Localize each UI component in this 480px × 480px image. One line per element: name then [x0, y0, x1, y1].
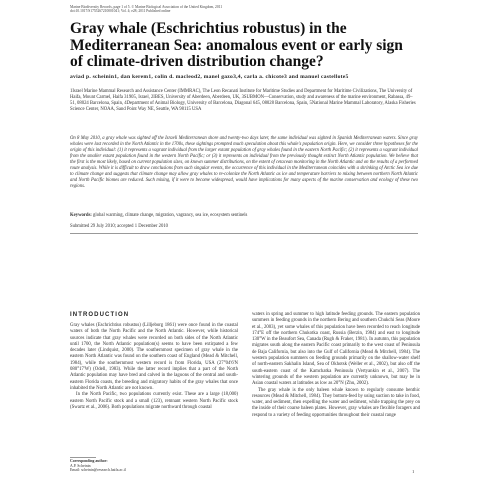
abstract: On 8 May 2010, a gray whale was sighted off the Israeli Mediterranean shore and twenty-two days later, the same individual was sighted in Spanish Mediterranean waters. Since gray whales were last recorded in the North Atlantic in the 1700s, these sightings prompted much speculation about this whale's population origin. Here, we consider three hypotheses for the origin of this individual: (1) it represents a vagrant individual from the larger extant population of gray whales found in the eastern North Pacific; (2) it represents a vagrant individual from the smaller extant population found in the western North Pacific; or (3) it represents an individual from the previously thought extinct North Atlantic population. We believe that the first is the most likely, based on current population sizes, on known summer distributions, on the extent of cetacean monitoring in the North Atlantic and on the results of a performed route analysis. While it is difficult to draw conclusions from such singular events, the occurrence of this individual in the Mediterranean coincides with a shrinking of Arctic Sea ice due to climate change and suggests that climate change may allow gray whales to re-colonize the North Atlantic as ice and temperature barriers to mixing between northern North Atlantic and North Pacific biomes are reduced. Such mixing, if it were to become widespread, would have implications for many aspects of the marine conservation and ecology of these two regions.: [70, 136, 418, 189]
corresponding-author-label: Corresponding author:: [70, 459, 108, 463]
journal-header-line-2: doi:10.1017/S1755267210001041; Vol. 4; e28; 2011 Published online: [70, 9, 171, 14]
journal-header: [70, 5, 390, 14]
page-number: 1: [412, 469, 415, 474]
body-column-left: [70, 323, 238, 411]
corresponding-author-email: Email: scheinin@research.haifa.ac.il: [70, 468, 126, 473]
corresponding-author: [70, 459, 230, 473]
body-paragraph: Gray whales (Eschrichtius robustus) (Lilljeborg 1861) were once found in the coastal waters of both the North Pacific and the North Atlantic. However, while historical sources indicate that gray whales were recorded on both sides of the North Atlantic until 1700, the North Atlantic population(s) seems to have been extirpated a few decades later (Lindquist, 2000). The southernmost specimen of gray whale in the eastern North Atlantic was found on the southern coast of England (Mead & Mitchell, 1984), while the southernmost western record is from Florida, USA (27°04'6'N 080°17'W) (Odell, 1983). While the latter record implies that a part of the North Atlantic population may have bred and calved in the lagoons of the central and south-eastern Florida coasts, the breeding and migratory habits of the gray whales that once inhabited the North Atlantic are not known.: [70, 323, 238, 391]
journal-header-line-1: Marine Biodiversity Records, page 1 of 5. © Marine Biological Association of the United Kingdom, 2011: [70, 5, 223, 9]
body-paragraph: In the North Pacific, two populations currently exist. These are a large (18,000) eastern North Pacific stock and a small (123), remnant western North Pacific stock (Swartz et al., 2006). Both populations migrate northward through coastal: [70, 392, 238, 410]
submission-dates: Submitted 29 July 2010; accepted 1 December 2010: [70, 224, 169, 229]
body-paragraph: The gray whale is the only baleen whale known to regularly consume benthic resources (Mead & Mitchell, 1984). They bottom-feed by using suction to take in food, water, and sediment, then expelling the water and sediment, while trapping the prey on the inside of their coarse baleen plates. However, gray whales are flexible foragers and respond to a variety of feeding opportunities throughout their coastal range: [252, 387, 420, 418]
corresponding-author-name: A.P. Scheinin: [70, 463, 91, 468]
affiliations: 1Israel Marine Mammal Research and Assistance Center (IMMRAC), The Leon Recanati Institute for Maritime Studies and Department for Maritime Civilizations, The University of Haifa, Mount Carmel, Haifa 31905, Israel, 2IBES, University of Aberdeen, Aberdeen, UK, 3SUBMON—Conservation, study and awareness of the marine environment, Rabassa, 49–51, 08024 Barcelona, Spain, 4Department of Animal Biology, University of Barcelona, Diagonal 645, 08028 Barcelona, Spain, 5National Marine Mammal Laboratory, Alaska Fisheries Science Center, NOAA, Sand Point Way NE, Seattle, WA 98115 USA: [70, 89, 416, 112]
body-paragraph: waters in spring and summer to high latitude feeding grounds. The eastern population summers in feeding grounds in the northern Bering and southern Chukchi Seas (Moore et al., 2003), yet some whales of this population have been recorded to reach longitude 174°E off the northern Chukotka coast, Russia (Berzin, 1984) and east to longitude 130°W in the Beaufort Sea, Canada (Rugh & Fraker, 1981). In autumn, this population migrates south along the eastern Pacific coast primarily to the west coast of Peninsula de Baja California, but also into the Gulf of California (Mead & Mitchell, 1984). The western population summers on feeding grounds primarily on the shallow-water shelf of north-eastern Sakhalin Island, Sea of Okhotsk (Weller et al., 2002), but also off the south-eastern coast of the Kamchatka Peninsula (Vertyankin et al., 2007). The wintering grounds of the western population are currently unknown, but may be in Asian coastal waters at latitudes as low as 20°N (Zhu, 2002).: [252, 312, 420, 387]
keywords-text: global warming, climate change, migration, vagrancy, sea ice, ecosystem sentinels: [91, 213, 248, 218]
footnote-divider: [70, 457, 96, 458]
author-list: aviad p. scheinin1, dan kerem1, colin d. macleod2, manel gazo3,4, carla a. chicote3 and manuel castellote5: [70, 74, 349, 80]
section-heading-introduction: INTRODUCTION: [70, 312, 130, 318]
body-column-right: [252, 312, 420, 419]
article-title: Gray whale (Eschrichtius robustus) in the Mediterranean Sea: anomalous event or early sign of climate-driven distribution change?: [70, 20, 403, 70]
keywords: [70, 213, 418, 219]
section-divider: [70, 233, 418, 234]
keywords-label: Keywords:: [70, 213, 92, 218]
